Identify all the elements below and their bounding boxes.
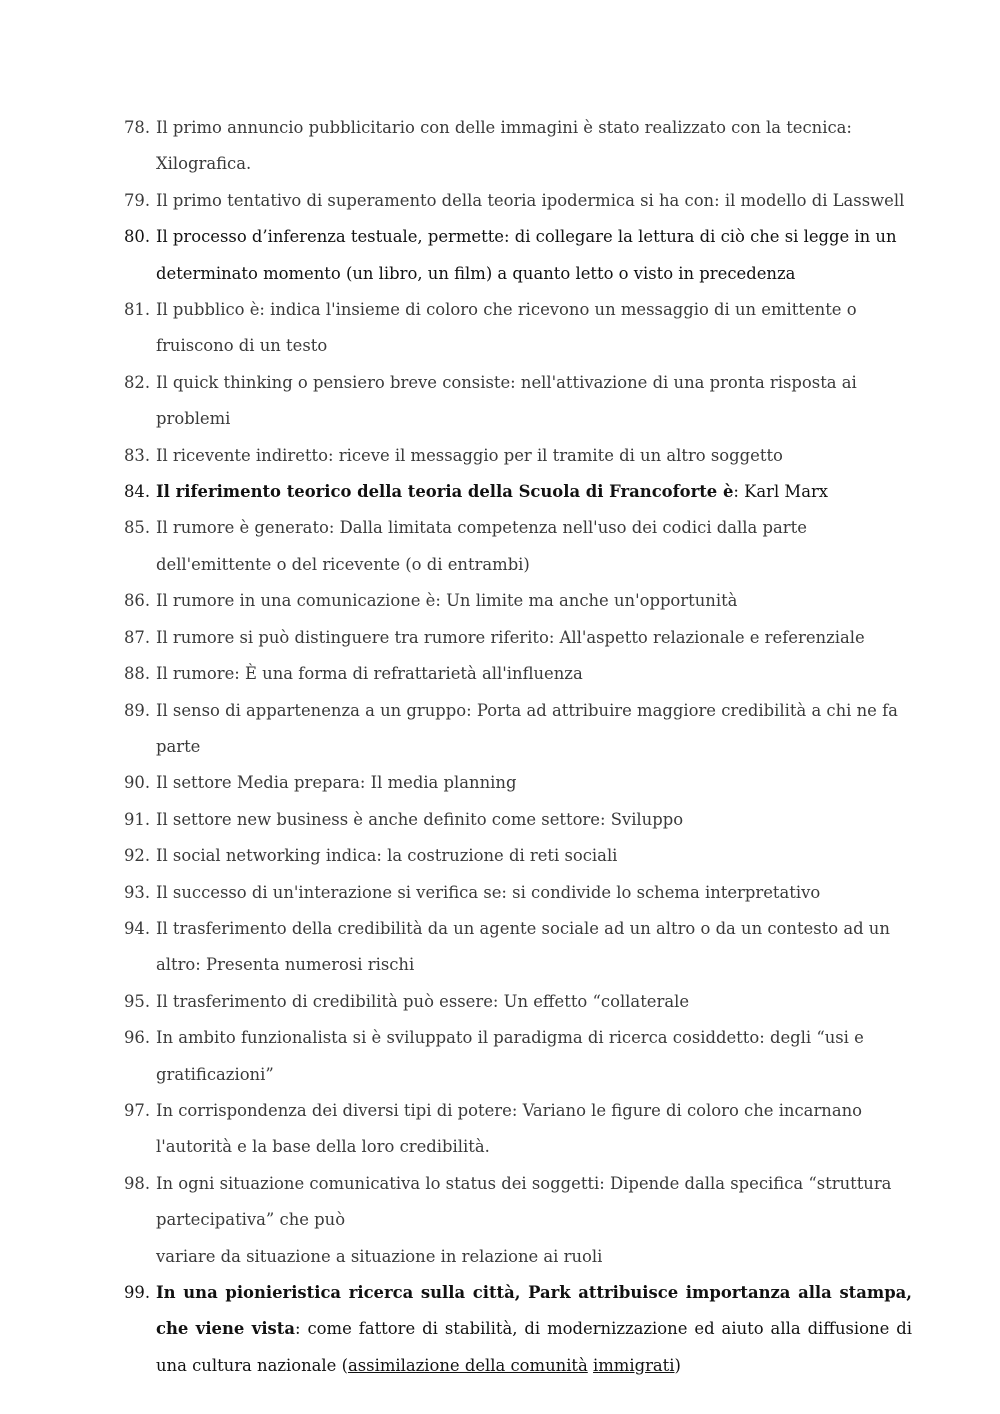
list-item — [0, 510, 1000, 583]
list-item — [0, 219, 1000, 292]
list-item — [0, 802, 1000, 838]
item-number: 78. — [124, 118, 151, 137]
item-text: Il rumore si può distinguere tra rumore riferito: All'aspetto relazionale e referenziale — [156, 627, 865, 647]
item-text: Il settore new business è anche definito come settore: Sviluppo — [156, 809, 684, 829]
item-number: 83. — [124, 445, 151, 465]
item-text: Il trasferimento di credibilità può essere: Un effetto “collaterale — [156, 991, 690, 1011]
item-number: 80. — [124, 227, 151, 247]
list-item — [0, 656, 1000, 692]
item-answer: : come fattore di stabilità, di modernizzazione ed aiuto alla diffusione di una cultura nazionale ( — [156, 1319, 912, 1375]
item-number: 88. — [124, 664, 151, 684]
item-continuation: variare da situazione a situazione in relazione ai ruoli — [156, 1246, 603, 1266]
item-number: 96. — [124, 1028, 151, 1048]
item-text: Il trasferimento della credibilità da un agente sociale ad un altro o da un contesto ad un altro: Presenta numerosi rischi — [156, 918, 890, 975]
item-text: Il rumore è generato: Dalla limitata competenza nell'uso dei codici dalla parte dell'emittente o del ricevente (o di entrambi) — [156, 518, 807, 574]
item-number: 86. — [124, 591, 151, 611]
item-number: 98. — [124, 1173, 151, 1193]
list-item — [0, 1166, 1000, 1275]
item-number: 89. — [124, 700, 151, 720]
item-number: 95. — [124, 991, 151, 1011]
item-number: 81. — [124, 300, 151, 320]
underlined-phrase-assimilazione: assimilazione della comunità — [347, 1355, 588, 1375]
item-number: 92. — [124, 846, 151, 866]
item-text-block — [156, 1275, 912, 1384]
item-number: 87. — [124, 627, 151, 647]
item-text: Il primo tentativo di superamento della teoria ipodermica si ha con: il modello di Lasswell — [156, 190, 905, 210]
list-item — [0, 984, 1000, 1020]
item-number: 91. — [124, 809, 151, 829]
item-number: 94. — [124, 918, 151, 938]
list-item — [0, 693, 1000, 766]
item-text: Il settore Media prepara: Il media planning — [156, 773, 517, 793]
item-answer: : Karl Marx — [733, 482, 829, 502]
item-number: 84. — [124, 482, 151, 502]
list-item — [0, 1020, 1000, 1093]
item-number: 97. — [124, 1100, 151, 1120]
item-number: 82. — [124, 372, 151, 392]
list-item — [0, 583, 1000, 619]
list-item — [0, 875, 1000, 911]
list-item — [0, 110, 1000, 183]
list-item — [0, 474, 1000, 510]
list-item — [0, 838, 1000, 874]
item-text: Il rumore: È una forma di refrattarietà all'influenza — [156, 664, 583, 684]
item-text: Il successo di un'interazione si verifica se: si condivide lo schema interpretativo — [156, 882, 821, 902]
item-number: 93. — [124, 882, 151, 902]
item-text: Il social networking indica: la costruzione di reti sociali — [156, 846, 618, 866]
list-item — [0, 365, 1000, 438]
item-text: In ogni situazione comunicativa lo status dei soggetti: Dipende dalla specifica “struttura partecipativa” che può — [156, 1173, 892, 1230]
underlined-phrase-immigrati: immigrati — [593, 1355, 675, 1375]
item-text: Il pubblico è: indica l'insieme di coloro che ricevono un messaggio di un emittente o fruiscono di un testo — [156, 300, 857, 356]
item-question-bold: In una pionieristica ricerca sulla città, Park attribuisce importanza alla stampa, che viene vista — [156, 1283, 912, 1339]
item-text: Il processo d’inferenza testuale, permette: di collegare la lettura di ciò che si legge in un determinato momento (un libro, un film) a quanto letto o visto in precedenza — [156, 227, 897, 283]
list-item — [0, 183, 1000, 219]
item-number: 79. — [124, 190, 151, 210]
list-item — [0, 765, 1000, 801]
item-text: Il primo annuncio pubblicitario con delle immagini è stato realizzato con la tecnica: Xilografica. — [156, 118, 852, 174]
list-item — [0, 620, 1000, 656]
list-item — [0, 292, 1000, 365]
item-text: Il senso di appartenenza a un gruppo: Porta ad attribuire maggiore credibilità a chi ne fa parte — [156, 700, 898, 756]
list-item — [0, 1093, 1000, 1166]
item-question-bold: Il riferimento teorico della teoria della Scuola di Francoforte è — [156, 482, 734, 502]
item-text: In ambito funzionalista si è sviluppato il paradigma di ricerca cosiddetto: degli “usi e gratificazioni” — [156, 1028, 864, 1084]
list-item — [0, 1275, 1000, 1384]
closing-parenthesis: ) — [674, 1355, 681, 1375]
item-text: Il ricevente indiretto: riceve il messaggio per il tramite di un altro soggetto — [156, 445, 783, 465]
item-text: Il quick thinking o pensiero breve consiste: nell'attivazione di una pronta risposta ai problemi — [156, 372, 857, 429]
item-text: In corrispondenza dei diversi tipi di potere: Variano le figure di coloro che incarnano l'autorità e la base della loro credibilità. — [156, 1100, 863, 1157]
list-item — [0, 911, 1000, 984]
item-number: 99. — [124, 1283, 151, 1302]
question-list — [0, 110, 1000, 1384]
item-number: 85. — [124, 518, 151, 538]
list-item — [0, 438, 1000, 474]
item-text: Il rumore in una comunicazione è: Un limite ma anche un'opportunità — [156, 591, 738, 611]
item-number: 90. — [124, 773, 151, 793]
